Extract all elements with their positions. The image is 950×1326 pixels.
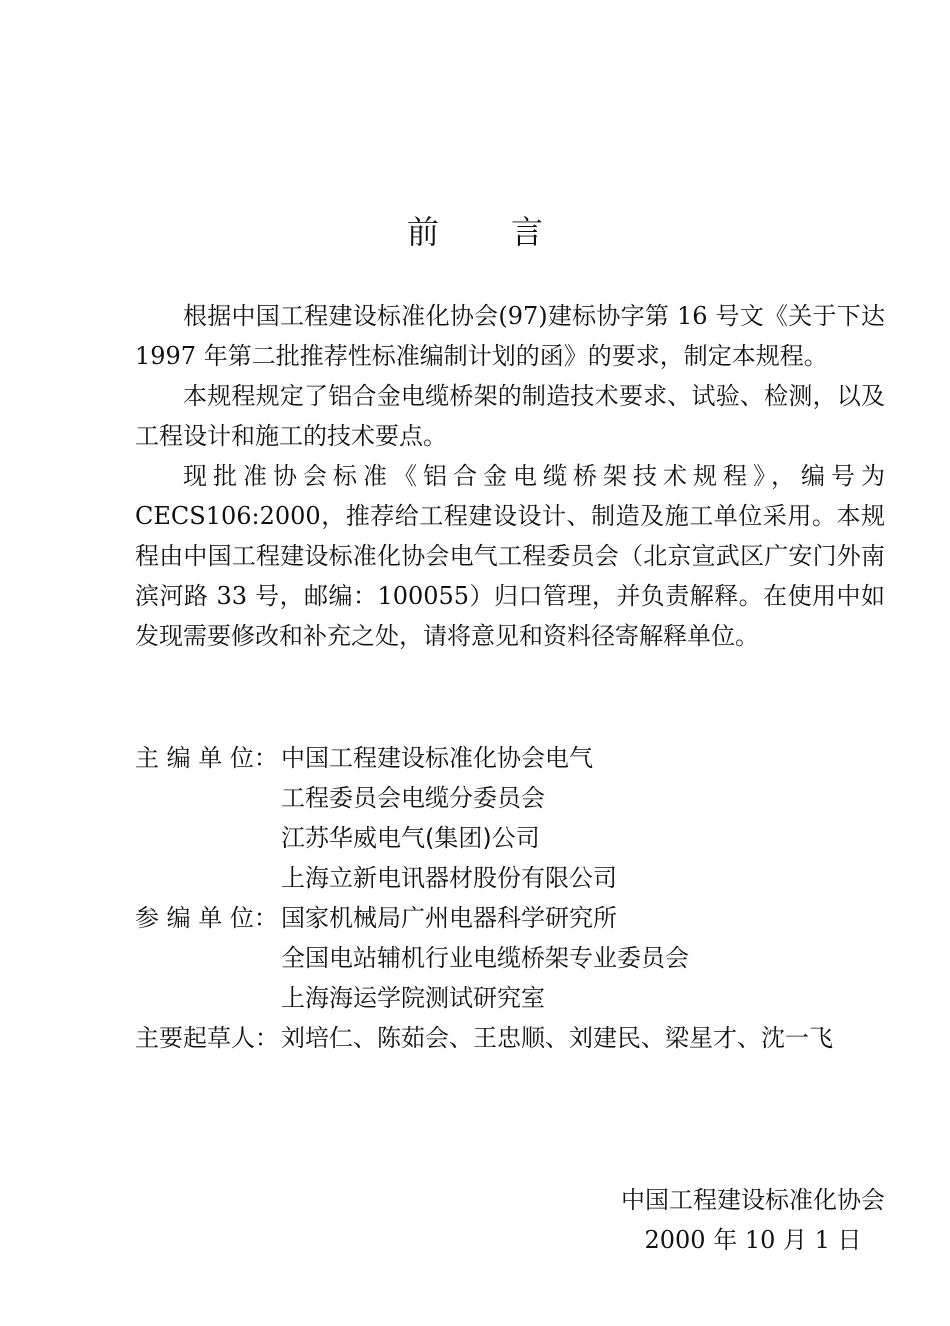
credit-value: 刘培仁、陈茹会、王忠顺、刘建民、梁星才、沈一飞 — [281, 1024, 833, 1052]
credits-section — [135, 738, 885, 1058]
credit-label: 主要起草人： — [135, 1024, 279, 1052]
credit-row-participating-units — [135, 898, 885, 1018]
credit-value: 上海立新电讯器材股份有限公司 — [281, 864, 617, 892]
credit-value: 国家机械局广州电器科学研究所 — [281, 904, 617, 932]
credit-value: 江苏华威电气(集团)公司 — [281, 824, 540, 852]
paragraph-approval: 现批准协会标准《铝合金电缆桥架技术规程》，编号为 CECS106:2000，推荐给工程建设设计、制造及施工单位采用。本规程由中国工程建设标准化协会电气工程委员会（北京宣武区广安门外南滨河路 33 号，邮编：100055）归口管理，并负责解释。在使用中如发现需要修改和补充之处，请将意见和资料径寄解释单位。 — [135, 462, 885, 650]
signature-block — [621, 1180, 885, 1260]
credit-value: 全国电站辅机行业电缆桥架专业委员会 — [281, 944, 689, 972]
signature-date: 2000 年 10 月 1 日 — [644, 1226, 862, 1254]
credit-row-main-drafters — [135, 1018, 885, 1058]
credit-row-chief-editors — [135, 738, 885, 898]
credit-values — [281, 898, 885, 1018]
page-title: 前言 — [406, 213, 615, 251]
credit-label: 参 编 单 位： — [135, 904, 278, 932]
credit-values — [281, 1018, 885, 1058]
credit-value: 中国工程建设标准化协会电气 — [281, 744, 593, 772]
credit-values — [281, 738, 885, 898]
paragraph-scope: 本规程规定了铝合金电缆桥架的制造技术要求、试验、检测，以及工程设计和施工的技术要点。 — [135, 382, 885, 450]
credit-value: 上海海运学院测试研究室 — [281, 984, 545, 1012]
paragraph-basis: 根据中国工程建设标准化协会(97)建标协字第 16 号文《关于下达 1997 年第二批推荐性标准编制计划的函》的要求，制定本规程。 — [135, 302, 885, 370]
credit-value: 工程委员会电缆分委员会 — [281, 784, 545, 812]
credit-label: 主 编 单 位： — [135, 744, 278, 772]
preface-body — [135, 296, 885, 656]
signature-organization: 中国工程建设标准化协会 — [621, 1186, 885, 1214]
